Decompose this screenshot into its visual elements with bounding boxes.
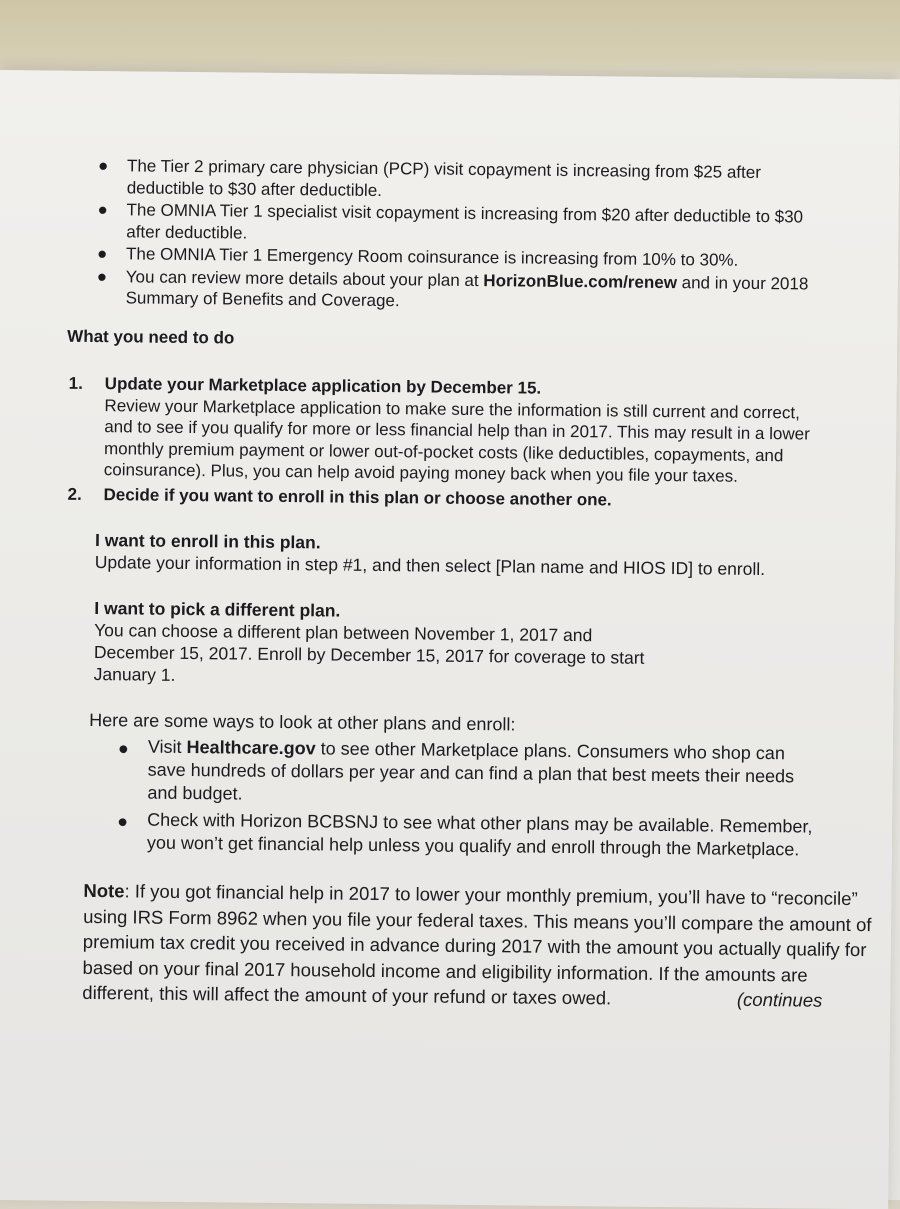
step-number: 1. (68, 373, 84, 393)
list-item (96, 266, 828, 316)
step-number: 2. (67, 484, 82, 504)
step-heading: Update your Marketplace application by December 15. (104, 374, 542, 398)
bullet-icon: ● (97, 200, 108, 220)
horizonblue-link: HorizonBlue.com/renew (483, 270, 678, 292)
list-item-text: The OMNIA Tier 1 specialist visit copayment is increasing from $20 after deductible to $30 after deductible. (126, 200, 804, 243)
visit-text-after: to see other Marketplace plans. Consumers who shop can save hundreds of dollars per year and can find a plan that best meets their needs and budget. (147, 738, 795, 804)
list-item (117, 809, 822, 862)
other-plans-list (88, 735, 823, 862)
visit-text-before: Visit (147, 736, 187, 757)
list-item-text: The Tier 2 primary care physician (PCP) visit copayment is increasing from $25 after deductible to $30 after deductible. (126, 156, 762, 200)
list-item (117, 736, 823, 812)
review-text-after: and in your 2018 Summary of Benefits and Coverage. (125, 272, 809, 311)
note-label: Note (83, 879, 125, 902)
pick-different-plan-block (64, 597, 825, 693)
letter-content (60, 155, 872, 1013)
bullet-icon: ● (117, 811, 129, 832)
continues-label: (continues (736, 988, 823, 1011)
step-2 (65, 483, 825, 512)
bullet-icon: ● (96, 266, 108, 286)
list-item-text: The OMNIA Tier 1 Emergency Room coinsurance is increasing from 10% to 30%. (125, 244, 739, 270)
note-paragraph (60, 878, 873, 1014)
subblock-body: Update your information in step #1, and then select [Plan name and HIOS ID] to enroll. (94, 552, 766, 580)
note-body: : If you got financial help in 2017 to lower your monthly premium, you’ll have to “reconcile” using IRS Form 8962 when you file your federal taxes. This means you’ll compare the amount of premium tax credit you received in advance during 2017 with the amount you actually qualify for based on your final 2017 household income and eligibility information. If the amounts are different, this will affect the amount of your refund or taxes owed. (82, 880, 872, 1009)
letter-page (0, 70, 900, 1209)
review-text-before: You can review more details about your plan at (125, 266, 484, 290)
subblock-line: January 1. (93, 664, 176, 685)
enroll-this-plan-block (65, 529, 825, 581)
subblock-heading: I want to enroll in this plan. (94, 530, 321, 553)
subblock-line: December 15, 2017. Enroll by December 15, 2017 for coverage to start (93, 642, 645, 668)
check-horizon-text: Check with Horizon BCBSNJ to see what other plans may be available. Remember, you won’t get financial help unless you qualify and enroll through the Marketplace. (146, 809, 813, 860)
list-item (97, 155, 829, 205)
subblock-line: You can choose a different plan between November 1, 2017 and (94, 620, 593, 646)
bullet-icon: ● (97, 156, 109, 176)
step-body: Review your Marketplace application to make sure the information is still current and correct, and to see if you qualify for more or less financial help than in 2017. This may result in a lower monthly premium payment or lower out-of-pocket costs (like deductibles, copayments, and coinsurance). Plus, you can help avoid paying money back when you file your taxes. (103, 395, 810, 486)
step-1 (66, 373, 827, 488)
plan-changes-list (68, 155, 830, 316)
subblock-heading: I want to pick a different plan. (94, 598, 341, 621)
bullet-icon: ● (96, 244, 108, 264)
healthcare-gov-link: Healthcare.gov (186, 736, 316, 759)
step-heading: Decide if you want to enroll in this plan or choose another one. (103, 484, 612, 509)
section-heading: What you need to do (67, 326, 235, 347)
other-plans-block (62, 709, 823, 862)
bullet-icon: ● (117, 738, 129, 759)
steps-list (65, 373, 826, 513)
list-item (97, 199, 828, 249)
other-plans-intro: Here are some ways to look at other plans and enroll: (89, 709, 516, 735)
